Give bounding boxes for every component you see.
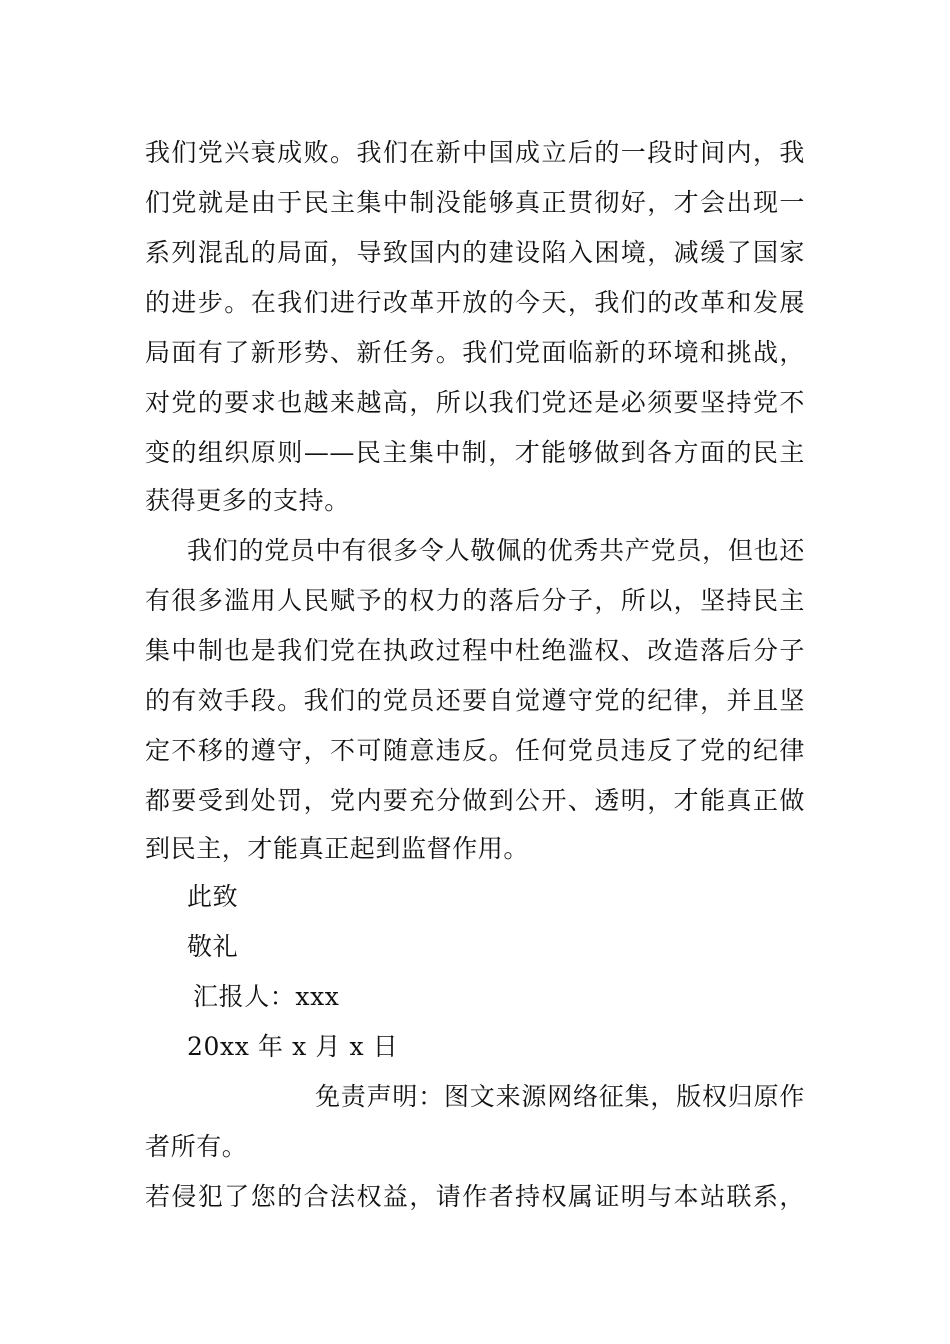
paragraph-2-line-4: 的有效手段。我们的党员还要自觉遵守党的纪律，并且坚	[145, 686, 805, 715]
paragraph-1-line-8: 获得更多的支持。	[145, 486, 350, 515]
disclaimer-line-1: 免责声明：图文来源网络征集，版权归原作	[315, 1082, 805, 1111]
paragraph-2-line-1: 我们的党员中有很多令人敬佩的优秀共产党员，但也还	[187, 536, 805, 565]
paragraph-1-line-2: 们党就是由于民主集中制没能够真正贯彻好，才会出现一	[145, 188, 805, 217]
paragraph-1-line-6: 对党的要求也越来越高，所以我们党还是必须要坚持党不	[145, 388, 805, 417]
report-date: 20xx 年 x 月 x 日	[187, 1032, 399, 1061]
paragraph-2-line-6: 都要受到处罚，党内要充分做到公开、透明，才能真正做	[145, 786, 805, 815]
paragraph-2-line-2: 有很多滥用人民赋予的权力的落后分子，所以，坚持民主	[145, 586, 805, 615]
paragraph-1-line-3: 系列混乱的局面，导致国内的建设陷入困境，减缓了国家	[145, 238, 805, 267]
paragraph-1-line-4: 的进步。在我们进行改革开放的今天，我们的改革和发展	[145, 288, 805, 317]
paragraph-2-line-7: 到民主，才能真正起到监督作用。	[145, 834, 530, 863]
disclaimer-line-2: 者所有。	[145, 1132, 248, 1161]
disclaimer-line-3: 若侵犯了您的合法权益，请作者持权属证明与本站联系，	[145, 1182, 805, 1211]
salutation-ci-zhi: 此致	[187, 882, 239, 911]
paragraph-1-line-5: 局面有了新形势、新任务。我们党面临新的环境和挑战，	[145, 338, 805, 367]
paragraph-2-line-5: 定不移的遵守，不可随意违反。任何党员违反了党的纪律	[145, 736, 805, 765]
salutation-jing-li: 敬礼	[187, 932, 239, 961]
paragraph-2-line-3: 集中制也是我们党在执政过程中杜绝滥权、改造落后分子	[145, 636, 805, 665]
paragraph-1-line-1: 我们党兴衰成败。我们在新中国成立后的一段时间内，我	[145, 138, 805, 167]
reporter-line: 汇报人：xxx	[193, 982, 340, 1011]
paragraph-1-line-7: 变的组织原则——民主集中制，才能够做到各方面的民主	[145, 438, 805, 467]
